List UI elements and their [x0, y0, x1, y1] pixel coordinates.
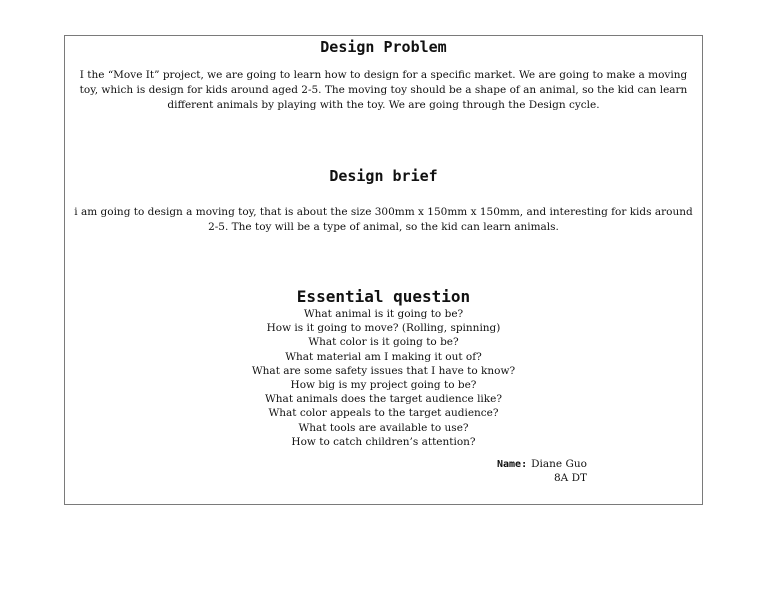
- question-item: What animal is it going to be?: [303, 308, 464, 320]
- design-problem-heading: Design Problem: [320, 38, 447, 56]
- question-list: [64, 307, 703, 449]
- author-name-line: [497, 457, 587, 472]
- essential-question-heading: Essential question: [296, 287, 471, 306]
- question-item: What color is it going to be?: [308, 336, 459, 349]
- design-brief-heading: Design brief: [329, 167, 438, 185]
- question-item: What color appeals to the target audience?: [268, 407, 499, 420]
- author-name: Diane Guo: [531, 458, 587, 470]
- question-item: How is it going to move? (Rolling, spinning): [266, 322, 501, 335]
- question-item: How big is my project going to be?: [290, 379, 477, 392]
- question-item: How to catch children’s attention?: [291, 435, 476, 448]
- question-item: What animals does the target audience like?: [265, 393, 502, 406]
- design-problem-text: I the “Move It” project, we are going to learn how to design for a specific market. We are going to make a moving toy, which is design for kids around aged 2-5. The moving toy should be a shape of an animal, so the kid can learn different animals by playing with the toy. We are going through the Design cycle.: [79, 69, 688, 111]
- question-item: What tools are available to use?: [298, 421, 469, 434]
- design-brief-text: i am going to design a moving toy, that is about the size 300mm x 150mm x 150mm, and interesting for kids around 2-5. The toy will be a type of animal, so the kid can learn animals.: [74, 206, 693, 233]
- author-class: 8A DT: [554, 472, 588, 484]
- question-item: What are some safety issues that I have to know?: [251, 364, 516, 377]
- name-label: Name:: [497, 459, 528, 470]
- question-item: What material am I making it out of?: [285, 350, 482, 363]
